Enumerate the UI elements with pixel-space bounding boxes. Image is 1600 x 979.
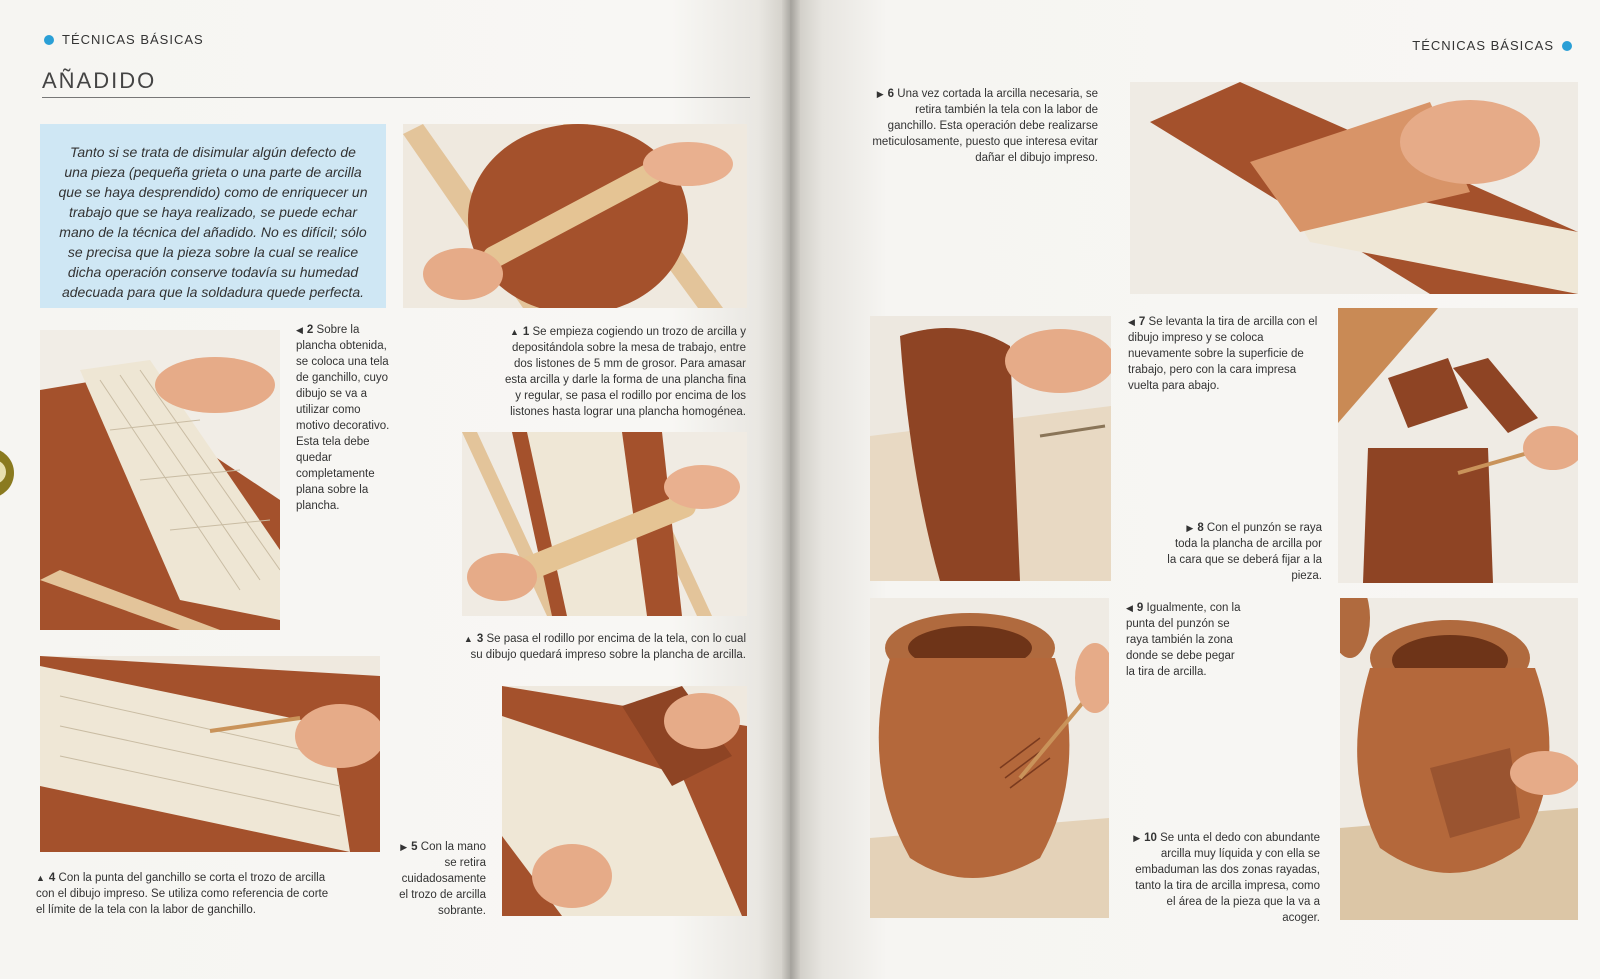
arrow-left-icon: ◀ <box>296 325 303 335</box>
photo-step2-cloth <box>40 330 280 630</box>
photo-step7-lifting <box>870 316 1111 581</box>
caption-step5 <box>390 839 486 919</box>
photo-step9-pot-scoring <box>870 598 1109 918</box>
left-header-text: TÉCNICAS BÁSICAS <box>62 32 204 47</box>
left-page <box>0 0 790 979</box>
photo-step6-peeling <box>1130 82 1578 294</box>
page-title: AÑADIDO <box>42 68 157 93</box>
caption-step1 <box>500 324 746 420</box>
step2-number: 2 <box>306 324 314 336</box>
arrow-left-icon: ◀ <box>1128 317 1135 327</box>
caption-step6 <box>872 86 1098 166</box>
step4-number: 4 <box>48 872 56 884</box>
step1-text: Se empieza cogiendo un trozo de arcilla y depositándola sobre la mesa de trabajo, entre dos listones de 5 mm de grosor. Para amasar esta arcilla y darle la forma de una plancha fina y regular, se pasa el rodillo por encima de los listones hasta lograr una plancha homogénea. <box>504 326 746 418</box>
arrow-right-icon: ▶ <box>876 89 884 99</box>
step5-text: Con la mano se retira cuidadosamente el trozo de arcilla sobrante. <box>399 841 486 917</box>
arrow-right-icon: ▶ <box>1186 523 1194 533</box>
step9-text: Igualmente, con la punta del punzón se raya también la zona donde se debe pegar la tira de arcilla. <box>1126 602 1241 678</box>
step10-number: 10 <box>1144 832 1157 844</box>
intro-text: Tanto si se trata de disimular algún defecto de una pieza (pequeña grieta o una parte de arcilla que se haya desprendido) como de enriquecer un trabajo que se haya realizado, se puede echar mano de la técnica del añadido. No es difícil; sólo se precisa que la pieza sobre la cual se realice dicha operación conserve todavía su humedad adecuada para que la soldadura quede perfecta. <box>58 144 368 300</box>
arrow-up-icon: ▲ <box>463 634 473 644</box>
book-gutter <box>782 0 800 979</box>
step3-number: 3 <box>476 633 484 645</box>
left-header <box>44 32 204 47</box>
step8-number: 8 <box>1197 522 1204 534</box>
page-tab-marker <box>0 448 14 498</box>
step2-text: Sobre la plancha obtenida, se coloca una tela de ganchillo, cuyo dibujo se va a utilizar como motivo decorativo. Esta tela debe quedar completamente plana sobre la plancha. <box>296 324 390 512</box>
step8-text: Con el punzón se raya toda la plancha de arcilla por la cara que se deberá fijar a la pieza. <box>1167 522 1322 582</box>
bullet-dot-icon <box>44 35 54 45</box>
caption-step10 <box>1130 830 1320 926</box>
photo-step4-cutting <box>40 656 380 852</box>
step6-text: Una vez cortada la arcilla necesaria, se retira también la tela con la labor de ganchillo. Esta operación debe realizarse meticulosamente, puesto que interesa evitar dañar el dibujo impreso. <box>872 88 1098 164</box>
arrow-right-icon: ▶ <box>1133 833 1141 843</box>
arrow-up-icon: ▲ <box>36 873 45 883</box>
step7-number: 7 <box>1138 316 1146 328</box>
photo-step3-imprint <box>462 432 747 616</box>
intro-box <box>40 124 386 308</box>
step5-number: 5 <box>411 841 418 853</box>
step4-text: Con la punta del ganchillo se corta el trozo de arcilla con el dibujo impreso. Se utiliza como referencia de corte el límite de la tela con la labor de ganchillo. <box>36 872 329 916</box>
arrow-right-icon: ▶ <box>400 842 408 852</box>
step6-number: 6 <box>887 88 895 100</box>
photo-step10-slip <box>1340 598 1578 920</box>
title-divider <box>42 97 750 98</box>
step3-text: Se pasa el rodillo por encima de la tela, con lo cual su dibujo quedará impreso sobre la plancha de arcilla. <box>470 633 746 661</box>
bullet-dot-icon <box>1562 41 1572 51</box>
photo-step8-scoring <box>1338 308 1578 583</box>
caption-step8 <box>1166 520 1322 584</box>
arrow-left-icon: ◀ <box>1126 603 1133 613</box>
caption-step9 <box>1126 600 1246 680</box>
caption-step3 <box>458 631 746 663</box>
step7-text: Se levanta la tira de arcilla con el dibujo impreso y se coloca nuevamente sobre la superficie de trabajo, pero con la cara impresa vuelta para abajo. <box>1128 316 1318 392</box>
caption-step7 <box>1128 314 1318 394</box>
right-header-text: TÉCNICAS BÁSICAS <box>1412 38 1554 53</box>
right-header <box>1412 38 1572 53</box>
photo-step5-removing <box>502 686 747 916</box>
photo-step1-rolling <box>403 124 747 308</box>
caption-step2 <box>296 322 392 514</box>
step10-text: Se unta el dedo con abundante arcilla muy líquida y con ella se embaduman las dos zonas rayadas, tanto la tira de arcilla impresa, como el área de la pieza que la va a acoger. <box>1135 832 1320 924</box>
step9-number: 9 <box>1136 602 1144 614</box>
right-page <box>790 0 1600 979</box>
caption-step4 <box>36 870 336 918</box>
arrow-up-icon: ▲ <box>509 327 519 337</box>
step1-number: 1 <box>522 326 530 338</box>
